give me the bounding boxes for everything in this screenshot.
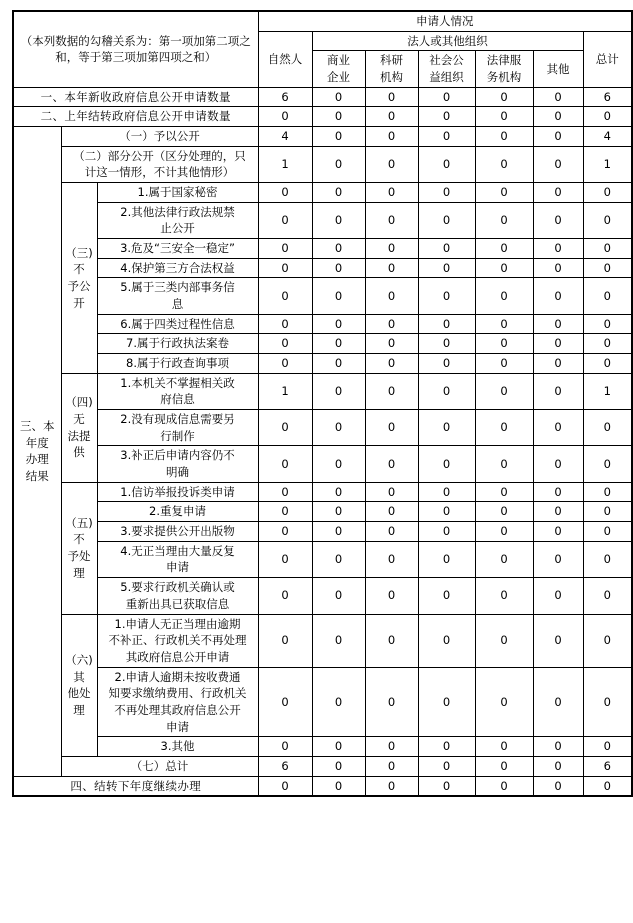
annual-results-line2: 年度 — [25, 435, 49, 450]
cell-value: 0 — [475, 183, 533, 203]
cell-value: 0 — [312, 334, 365, 354]
row-label-still-unclear-after-correction — [97, 446, 258, 482]
cell-value: 0 — [583, 202, 632, 238]
cell-value: 0 — [418, 239, 475, 259]
cell-value: 0 — [475, 667, 533, 737]
table-row — [13, 667, 632, 737]
table-row — [13, 107, 632, 127]
row-label-overdue-no-payment — [97, 667, 258, 737]
header-col-social-welfare-org-line2: 益组织 — [429, 70, 464, 85]
row-label-overdue-no-correction — [97, 614, 258, 667]
cell-value: 0 — [583, 502, 632, 522]
row-label-request-confirmation-reissue — [97, 578, 258, 614]
table-row — [13, 737, 632, 757]
cell-value: 0 — [312, 239, 365, 259]
cell-value: 0 — [365, 127, 418, 147]
header-row-top — [13, 11, 632, 31]
row-label-law-enforcement-file: 7.属于行政执法案卷 — [97, 334, 258, 354]
cell-value: 0 — [365, 354, 418, 374]
cell-value: 0 — [312, 614, 365, 667]
cell-value: 0 — [475, 522, 533, 542]
cell-value: 0 — [475, 578, 533, 614]
cell-value: 0 — [533, 578, 583, 614]
cell-value: 0 — [418, 314, 475, 334]
cell-value: 0 — [418, 202, 475, 238]
unreasonable-repeat-line1: 4.无正当理由大量反复 — [120, 543, 235, 558]
header-col-research-institute-line2: 机构 — [380, 70, 404, 85]
cell-value: 0 — [258, 482, 312, 502]
overdue-no-correction-line1: 1.申请人无正当理由逾期 — [114, 616, 241, 631]
header-col-other: 其他 — [533, 51, 583, 87]
cell-value: 0 — [258, 239, 312, 259]
cell-value: 0 — [365, 776, 418, 796]
cell-value: 0 — [418, 127, 475, 147]
request-confirmation-line1: 5.要求行政机关确认或 — [120, 580, 235, 595]
row-label-admin-inquiry-matter: 8.属于行政查询事项 — [97, 354, 258, 374]
cell-value: 0 — [583, 354, 632, 374]
cell-value: 0 — [365, 614, 418, 667]
agency-does-not-hold-line2: 府信息 — [160, 392, 195, 407]
cell-value: 0 — [583, 107, 632, 127]
cell-value: 0 — [475, 410, 533, 446]
table-row — [13, 354, 632, 374]
cell-value: 0 — [583, 314, 632, 334]
not-disclosed-line2: 予公开 — [67, 278, 91, 310]
cell-value: 0 — [533, 334, 583, 354]
internal-affairs-info-line1: 5.属于三类内部事务信 — [120, 280, 235, 295]
cell-value: 0 — [312, 107, 365, 127]
cell-value: 0 — [583, 578, 632, 614]
cell-value: 0 — [418, 578, 475, 614]
cell-value: 0 — [418, 183, 475, 203]
other-handling-line2: 他处理 — [67, 686, 91, 717]
table-row — [13, 578, 632, 614]
cell-value: 0 — [418, 756, 475, 776]
cell-value: 0 — [312, 776, 365, 796]
table-row — [13, 756, 632, 776]
cell-value: 0 — [312, 314, 365, 334]
cell-value: 0 — [312, 202, 365, 238]
overdue-no-payment-line3: 不再处理其政府信息公开 — [114, 702, 241, 717]
table-row — [13, 614, 632, 667]
row-label-new-applications: 一、本年新收政府信息公开申请数量 — [13, 87, 258, 107]
table-row — [13, 239, 632, 259]
row-label-process-info: 6.属于四类过程性信息 — [97, 314, 258, 334]
cell-value: 0 — [533, 314, 583, 334]
cell-value: 0 — [475, 373, 533, 409]
overdue-no-correction-line3: 其政府信息公开申请 — [125, 649, 230, 664]
table-row — [13, 314, 632, 334]
overdue-no-payment-line1: 2.申请人逾期未按收费通 — [114, 669, 241, 684]
cell-value: 0 — [475, 737, 533, 757]
needs-new-creation-line1: 2.没有现成信息需要另 — [120, 412, 235, 427]
header-col-total: 总计 — [583, 31, 632, 87]
cell-value: 0 — [533, 278, 583, 314]
cell-value: 0 — [258, 354, 312, 374]
cell-value: 0 — [312, 667, 365, 737]
cell-value: 0 — [365, 202, 418, 238]
cell-value: 0 — [258, 314, 312, 334]
annual-results-line4: 结果 — [25, 468, 49, 483]
cell-value: 0 — [418, 373, 475, 409]
row-label-duplicate-application: 2.重复申请 — [97, 502, 258, 522]
row-label-carry-forward-next-year: 四、结转下年度继续办理 — [13, 776, 258, 796]
row-label-subtotal: （七）总计 — [61, 756, 258, 776]
row-label-annual-processing-results — [13, 127, 61, 777]
cell-value: 0 — [583, 258, 632, 278]
cell-value: 4 — [583, 127, 632, 147]
cell-value: 0 — [258, 522, 312, 542]
cell-value: 0 — [533, 541, 583, 577]
header-col-commercial-enterprise-line2: 企业 — [327, 70, 351, 85]
cell-value: 0 — [365, 146, 418, 182]
cell-value: 0 — [258, 502, 312, 522]
table-row — [13, 146, 632, 182]
annual-results-line3: 办理 — [25, 452, 49, 467]
row-label-protect-third-party: 4.保护第三方合法权益 — [97, 258, 258, 278]
cell-value: 6 — [258, 756, 312, 776]
cell-value: 0 — [475, 446, 533, 482]
cell-value: 0 — [365, 446, 418, 482]
row-label-request-published-material: 3.要求提供公开出版物 — [97, 522, 258, 542]
cell-value: 0 — [583, 737, 632, 757]
cell-value: 0 — [365, 334, 418, 354]
cell-value: 0 — [365, 87, 418, 107]
cell-value: 1 — [583, 373, 632, 409]
cell-value: 0 — [533, 522, 583, 542]
cell-value: 0 — [418, 502, 475, 522]
request-confirmation-line2: 重新出具已获取信息 — [125, 596, 230, 611]
table-row — [13, 446, 632, 482]
group-label-unable-to-provide — [61, 373, 97, 482]
group-label-not-disclosed — [61, 183, 97, 374]
cell-value: 0 — [475, 127, 533, 147]
header-col-legal-service-org — [475, 51, 533, 87]
cell-value: 0 — [365, 107, 418, 127]
table-row — [13, 258, 632, 278]
cell-value: 0 — [533, 183, 583, 203]
row-label-endanger-three-safety: 3.危及“三安全一稳定” — [97, 239, 258, 259]
cell-value: 0 — [533, 146, 583, 182]
table-row — [13, 482, 632, 502]
cell-value: 0 — [583, 334, 632, 354]
cell-value: 0 — [258, 278, 312, 314]
cell-value: 0 — [418, 667, 475, 737]
cell-value: 6 — [583, 87, 632, 107]
cell-value: 0 — [365, 410, 418, 446]
cell-value: 0 — [312, 146, 365, 182]
other-handling-line1: （六)其 — [65, 652, 93, 684]
table-row — [13, 87, 632, 107]
row-label-state-secret: 1.属于国家秘密 — [97, 183, 258, 203]
group-label-other-handling — [61, 614, 97, 756]
cell-value: 0 — [258, 202, 312, 238]
not-processed-line2: 予处理 — [67, 549, 91, 580]
row-label-partially-disclosed — [61, 146, 258, 182]
cell-value: 0 — [312, 410, 365, 446]
cell-value: 0 — [312, 183, 365, 203]
table-row — [13, 373, 632, 409]
cell-value: 0 — [365, 502, 418, 522]
cell-value: 0 — [258, 578, 312, 614]
cell-value: 1 — [258, 146, 312, 182]
cell-value: 0 — [533, 202, 583, 238]
cell-value: 0 — [583, 239, 632, 259]
overdue-no-payment-line2: 知要求缴纳费用、行政机关 — [108, 686, 247, 701]
not-processed-line1: （五)不 — [65, 515, 93, 547]
cell-value: 0 — [475, 87, 533, 107]
cell-value: 0 — [418, 446, 475, 482]
cell-value: 0 — [475, 334, 533, 354]
row-label-carried-over-applications: 二、上年结转政府信息公开申请数量 — [13, 107, 258, 127]
not-disclosed-line1: （三)不 — [65, 245, 93, 277]
cell-value: 0 — [475, 541, 533, 577]
cell-value: 0 — [533, 239, 583, 259]
cell-value: 0 — [533, 87, 583, 107]
cell-value: 0 — [365, 239, 418, 259]
cell-value: 0 — [583, 446, 632, 482]
header-col-social-welfare-org — [418, 51, 475, 87]
cell-value: 0 — [312, 756, 365, 776]
cell-value: 0 — [583, 278, 632, 314]
cell-value: 0 — [365, 314, 418, 334]
cell-value: 0 — [365, 373, 418, 409]
cell-value: 0 — [418, 522, 475, 542]
still-unclear-line2: 明确 — [166, 465, 190, 480]
cell-value: 0 — [583, 482, 632, 502]
cell-value: 0 — [475, 107, 533, 127]
row-label-disclosed: （一）予以公开 — [61, 127, 258, 147]
cell-value: 0 — [258, 183, 312, 203]
cell-value: 4 — [258, 127, 312, 147]
row-label-petition-complaint: 1.信访举报投诉类申请 — [97, 482, 258, 502]
row-label-internal-affairs-info — [97, 278, 258, 314]
header-col-commercial-enterprise-line1: 商业 — [327, 53, 351, 68]
government-info-disclosure-application-table — [12, 10, 633, 797]
header-note-cell: （本列数据的勾稽关系为：第一项加第二项之和，等于第三项加第四项之和） — [13, 11, 258, 87]
cell-value: 0 — [475, 146, 533, 182]
table-row — [13, 776, 632, 796]
cell-value: 0 — [533, 107, 583, 127]
table-row — [13, 278, 632, 314]
agency-does-not-hold-line1: 1.本机关不掌握相关政 — [120, 375, 235, 390]
row-label-agency-does-not-hold — [97, 373, 258, 409]
header-col-research-institute-line1: 科研 — [380, 53, 404, 68]
cell-value: 0 — [258, 410, 312, 446]
cell-value: 0 — [418, 541, 475, 577]
cell-value: 0 — [418, 107, 475, 127]
cell-value: 0 — [475, 482, 533, 502]
cell-value: 0 — [312, 578, 365, 614]
cell-value: 0 — [418, 87, 475, 107]
cell-value: 0 — [312, 258, 365, 278]
cell-value: 0 — [583, 541, 632, 577]
cell-value: 0 — [312, 373, 365, 409]
group-label-not-processed — [61, 482, 97, 614]
cell-value: 0 — [258, 446, 312, 482]
cell-value: 0 — [475, 756, 533, 776]
table-row — [13, 410, 632, 446]
cell-value: 0 — [533, 737, 583, 757]
other-law-prohibits-line2: 止公开 — [160, 221, 195, 236]
cell-value: 0 — [365, 258, 418, 278]
cell-value: 0 — [533, 667, 583, 737]
cell-value: 0 — [365, 756, 418, 776]
cell-value: 0 — [258, 667, 312, 737]
cell-value: 0 — [258, 737, 312, 757]
cell-value: 0 — [258, 258, 312, 278]
row-label-needs-new-creation — [97, 410, 258, 446]
unable-to-provide-line2: 法提供 — [67, 428, 91, 460]
cell-value: 0 — [533, 258, 583, 278]
annual-results-line1: 三、本 — [20, 418, 55, 433]
cell-value: 0 — [365, 183, 418, 203]
cell-value: 0 — [312, 737, 365, 757]
cell-value: 0 — [365, 278, 418, 314]
overdue-no-payment-line4: 申请 — [166, 719, 190, 734]
cell-value: 0 — [365, 737, 418, 757]
cell-value: 0 — [533, 502, 583, 522]
row-label-other-law-prohibits — [97, 202, 258, 238]
header-col-legal-service-org-line1: 法律服 — [486, 53, 522, 68]
cell-value: 0 — [475, 278, 533, 314]
cell-value: 0 — [365, 482, 418, 502]
cell-value: 0 — [258, 107, 312, 127]
cell-value: 0 — [418, 334, 475, 354]
header-col-research-institute — [365, 51, 418, 87]
cell-value: 0 — [312, 354, 365, 374]
cell-value: 0 — [365, 667, 418, 737]
cell-value: 0 — [533, 614, 583, 667]
cell-value: 0 — [418, 146, 475, 182]
partially-disclosed-line2: 计这一情形，不计其他情形） — [84, 165, 235, 180]
table-row — [13, 334, 632, 354]
cell-value: 1 — [258, 373, 312, 409]
cell-value: 0 — [258, 614, 312, 667]
partially-disclosed-line1: （二）部分公开（区分处理的，只 — [73, 148, 246, 163]
other-law-prohibits-line1: 2.其他法律行政法规禁 — [120, 204, 235, 219]
cell-value: 0 — [258, 776, 312, 796]
cell-value: 0 — [583, 667, 632, 737]
table-row — [13, 202, 632, 238]
header-applicant-situation: 申请人情况 — [258, 11, 632, 31]
cell-value: 0 — [312, 87, 365, 107]
cell-value: 0 — [533, 446, 583, 482]
cell-value: 0 — [475, 258, 533, 278]
cell-value: 0 — [533, 410, 583, 446]
cell-value: 0 — [365, 522, 418, 542]
cell-value: 0 — [475, 502, 533, 522]
cell-value: 0 — [418, 614, 475, 667]
cell-value: 0 — [418, 258, 475, 278]
cell-value: 0 — [475, 354, 533, 374]
cell-value: 0 — [583, 410, 632, 446]
cell-value: 0 — [312, 522, 365, 542]
cell-value: 0 — [312, 502, 365, 522]
cell-value: 0 — [418, 278, 475, 314]
cell-value: 0 — [583, 614, 632, 667]
table-row — [13, 522, 632, 542]
header-col-social-welfare-org-line1: 社会公 — [429, 53, 464, 68]
cell-value: 0 — [533, 482, 583, 502]
needs-new-creation-line2: 行制作 — [160, 428, 195, 443]
cell-value: 0 — [583, 522, 632, 542]
cell-value: 6 — [258, 87, 312, 107]
cell-value: 0 — [583, 183, 632, 203]
header-col-commercial-enterprise — [312, 51, 365, 87]
row-label-unreasonable-repeat-applications — [97, 541, 258, 577]
cell-value: 0 — [533, 354, 583, 374]
cell-value: 0 — [583, 776, 632, 796]
cell-value: 0 — [312, 446, 365, 482]
overdue-no-correction-line2: 不补正、行政机关不再处理 — [108, 633, 247, 648]
header-col-natural-person: 自然人 — [258, 31, 312, 87]
cell-value: 0 — [312, 278, 365, 314]
cell-value: 0 — [533, 756, 583, 776]
cell-value: 0 — [418, 410, 475, 446]
cell-value: 0 — [365, 541, 418, 577]
cell-value: 0 — [418, 354, 475, 374]
internal-affairs-info-line2: 息 — [171, 297, 184, 312]
cell-value: 0 — [258, 334, 312, 354]
table-row — [13, 183, 632, 203]
cell-value: 0 — [312, 127, 365, 147]
cell-value: 0 — [475, 202, 533, 238]
row-label-other: 3.其他 — [97, 737, 258, 757]
cell-value: 0 — [418, 482, 475, 502]
header-col-legal-service-org-line2: 务机构 — [486, 70, 522, 85]
table-row — [13, 127, 632, 147]
cell-value: 0 — [365, 578, 418, 614]
cell-value: 1 — [583, 146, 632, 182]
header-legal-or-other-org: 法人或其他组织 — [312, 31, 583, 51]
cell-value: 0 — [475, 239, 533, 259]
still-unclear-line1: 3.补正后申请内容仍不 — [120, 448, 235, 463]
cell-value: 0 — [475, 314, 533, 334]
cell-value: 0 — [258, 541, 312, 577]
cell-value: 0 — [418, 776, 475, 796]
cell-value: 0 — [418, 737, 475, 757]
cell-value: 0 — [533, 776, 583, 796]
cell-value: 0 — [312, 482, 365, 502]
cell-value: 0 — [533, 127, 583, 147]
cell-value: 0 — [312, 541, 365, 577]
table-row — [13, 541, 632, 577]
table-row — [13, 502, 632, 522]
unable-to-provide-line1: （四)无 — [65, 395, 93, 427]
cell-value: 0 — [475, 614, 533, 667]
cell-value: 0 — [475, 776, 533, 796]
cell-value: 0 — [533, 373, 583, 409]
unreasonable-repeat-line2: 申请 — [166, 560, 190, 575]
cell-value: 6 — [583, 756, 632, 776]
